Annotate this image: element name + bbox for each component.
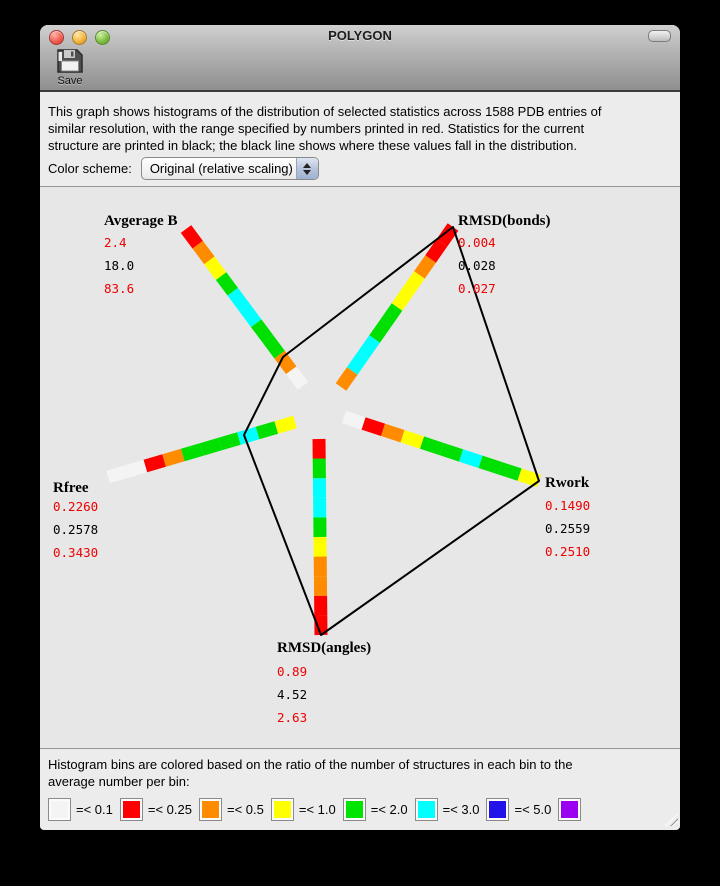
stat-range-value: 0.3430 bbox=[53, 545, 99, 560]
legend-bin-yellow bbox=[271, 798, 343, 821]
histogram-bin-rmsd-bonds bbox=[363, 339, 374, 355]
histogram-bin-rfree bbox=[127, 466, 146, 472]
red-swatch bbox=[120, 798, 143, 821]
toolbar-toggle-button[interactable] bbox=[648, 30, 671, 42]
window-chrome bbox=[40, 25, 680, 92]
legend-line: average number per bin: bbox=[48, 774, 190, 789]
stat-range-value: 83.6 bbox=[104, 281, 135, 296]
toolbar bbox=[40, 47, 680, 90]
cyan-swatch bbox=[415, 798, 438, 821]
histogram-bin-rmsd-bonds bbox=[352, 355, 363, 371]
histogram-bin-rwork bbox=[500, 468, 520, 474]
save-button-label: Save bbox=[57, 75, 83, 87]
histogram-bin-rwork bbox=[383, 430, 403, 436]
histogram-bin-rwork bbox=[403, 436, 423, 442]
histogram-bin-rfree bbox=[276, 422, 295, 428]
polygon-plot bbox=[40, 187, 680, 749]
legend-bin-blue bbox=[486, 798, 558, 821]
green-swatch bbox=[343, 798, 366, 821]
stat-values-avgerage-b bbox=[104, 231, 134, 300]
stat-range-value: 0.1490 bbox=[545, 498, 591, 513]
white-swatch bbox=[48, 798, 71, 821]
stat-range-value: 0.2260 bbox=[53, 499, 99, 514]
polygon-window bbox=[40, 25, 680, 830]
histogram-bin-rfree bbox=[202, 444, 221, 450]
stat-range-value: 0.2510 bbox=[545, 544, 591, 559]
desc-line: This graph shows histograms of the distribution of selected statistics across 1588 PDB entries of bbox=[48, 104, 602, 119]
legend-bin-label: =< 3.0 bbox=[442, 802, 480, 817]
legend-bin-label: =< 1.0 bbox=[298, 802, 336, 817]
chevron-down-icon bbox=[303, 170, 311, 175]
histogram-bin-rfree bbox=[183, 450, 202, 456]
stat-label-rfree: Rfree bbox=[53, 480, 89, 496]
legend-bin-label: =< 0.25 bbox=[147, 802, 192, 817]
histogram-bin-rfree bbox=[220, 439, 239, 445]
desc-line: structure are printed in black; the black line shows where these values fall in the distribution. bbox=[48, 138, 577, 153]
histogram-bin-rmsd-bonds bbox=[397, 291, 408, 307]
histogram-bin-avgerage-b bbox=[233, 292, 245, 308]
color-scheme-label: Color scheme: bbox=[48, 161, 132, 176]
stat-current-value: 0.2578 bbox=[53, 522, 99, 537]
histogram-bin-rwork bbox=[461, 455, 481, 461]
histogram-bin-rmsd-bonds bbox=[419, 259, 430, 275]
window-title: POLYGON bbox=[328, 28, 392, 43]
legend-bin-label: =< 0.1 bbox=[76, 802, 113, 817]
histogram-bin-avgerage-b bbox=[209, 260, 221, 276]
polygon-plot-canvas bbox=[40, 187, 680, 749]
blue-swatch bbox=[486, 798, 509, 821]
stat-current-value: 0.028 bbox=[458, 258, 496, 273]
dropdown-stepper-icon bbox=[296, 158, 318, 179]
histogram-bin-avgerage-b bbox=[268, 339, 280, 355]
purple-swatch bbox=[558, 798, 581, 821]
color-scheme-selected-value: Original (relative scaling) bbox=[149, 161, 293, 176]
legend-text bbox=[48, 756, 680, 790]
titlebar[interactable] bbox=[40, 25, 680, 47]
stat-current-value: 4.52 bbox=[277, 687, 308, 702]
stat-current-value: 18.0 bbox=[104, 258, 135, 273]
histogram-bin-avgerage-b bbox=[198, 245, 210, 261]
histogram-bin-rwork bbox=[344, 417, 364, 423]
orange-swatch bbox=[199, 798, 222, 821]
histogram-bin-rfree bbox=[164, 455, 183, 461]
stat-label-avgerage-b: Avgerage B bbox=[104, 213, 178, 229]
histogram-bin-rmsd-bonds bbox=[431, 243, 442, 259]
legend-panel bbox=[40, 749, 680, 828]
histogram-bin-rwork bbox=[520, 475, 540, 481]
description-panel bbox=[40, 92, 680, 187]
stat-label-rmsd-angles: RMSD(angles) bbox=[277, 640, 372, 656]
stat-range-value: 2.4 bbox=[104, 235, 127, 250]
legend-bins-row bbox=[48, 798, 680, 821]
description-text bbox=[48, 103, 680, 154]
legend-bin-label: =< 2.0 bbox=[370, 802, 408, 817]
save-icon bbox=[56, 48, 84, 74]
save-button[interactable] bbox=[48, 48, 92, 87]
color-scheme-dropdown[interactable] bbox=[141, 157, 319, 180]
legend-bin-cyan bbox=[415, 798, 487, 821]
histogram-bin-rwork bbox=[442, 449, 462, 455]
yellow-swatch bbox=[271, 798, 294, 821]
stat-range-value: 0.004 bbox=[458, 235, 496, 250]
stat-label-rmsd-bonds: RMSD(bonds) bbox=[458, 213, 551, 229]
legend-bin-white bbox=[48, 798, 120, 821]
legend-bin-label: =< 5.0 bbox=[514, 802, 552, 817]
histogram-bin-rfree bbox=[145, 461, 164, 467]
stat-values-rwork bbox=[545, 494, 590, 563]
stat-range-value: 2.63 bbox=[277, 710, 308, 725]
legend-bin-purple bbox=[558, 798, 586, 821]
legend-bin-green bbox=[343, 798, 415, 821]
histogram-bin-rfree bbox=[258, 428, 277, 434]
histogram-bin-rmsd-bonds bbox=[408, 275, 419, 291]
stat-label-rwork: Rwork bbox=[545, 475, 590, 491]
legend-bin-red bbox=[120, 798, 199, 821]
histogram-bin-rfree bbox=[239, 433, 258, 439]
histogram-bin-rwork bbox=[481, 462, 501, 468]
legend-bin-label: =< 0.5 bbox=[226, 802, 264, 817]
legend-bin-orange bbox=[199, 798, 271, 821]
color-scheme-row bbox=[48, 157, 319, 180]
stat-current-value: 0.2559 bbox=[545, 521, 591, 536]
histogram-bin-rwork bbox=[364, 423, 384, 429]
chevron-up-icon bbox=[303, 163, 311, 168]
legend-line: Histogram bins are colored based on the ratio of the number of structures in each bin to the bbox=[48, 757, 573, 772]
histogram-bin-rmsd-bonds bbox=[341, 371, 352, 387]
histogram-bin-rwork bbox=[422, 443, 442, 449]
histogram-bin-rmsd-bonds bbox=[375, 323, 386, 339]
histogram-bin-avgerage-b bbox=[291, 370, 303, 386]
histogram-bin-avgerage-b bbox=[256, 323, 268, 339]
stat-values-rfree bbox=[53, 495, 98, 564]
stat-range-value: 0.89 bbox=[277, 664, 308, 679]
stat-range-value: 0.027 bbox=[458, 281, 496, 296]
desc-line: similar resolution, with the range specified by numbers printed in red. Statistics for the current bbox=[48, 121, 585, 136]
histogram-bin-rfree bbox=[108, 472, 127, 478]
histogram-bin-rmsd-bonds bbox=[386, 307, 397, 323]
histogram-bin-avgerage-b bbox=[245, 308, 257, 324]
stat-values-rmsd-angles bbox=[277, 660, 307, 729]
histogram-bin-avgerage-b bbox=[186, 229, 198, 245]
histogram-bin-avgerage-b bbox=[221, 276, 233, 292]
stat-values-rmsd-bonds bbox=[458, 231, 496, 300]
